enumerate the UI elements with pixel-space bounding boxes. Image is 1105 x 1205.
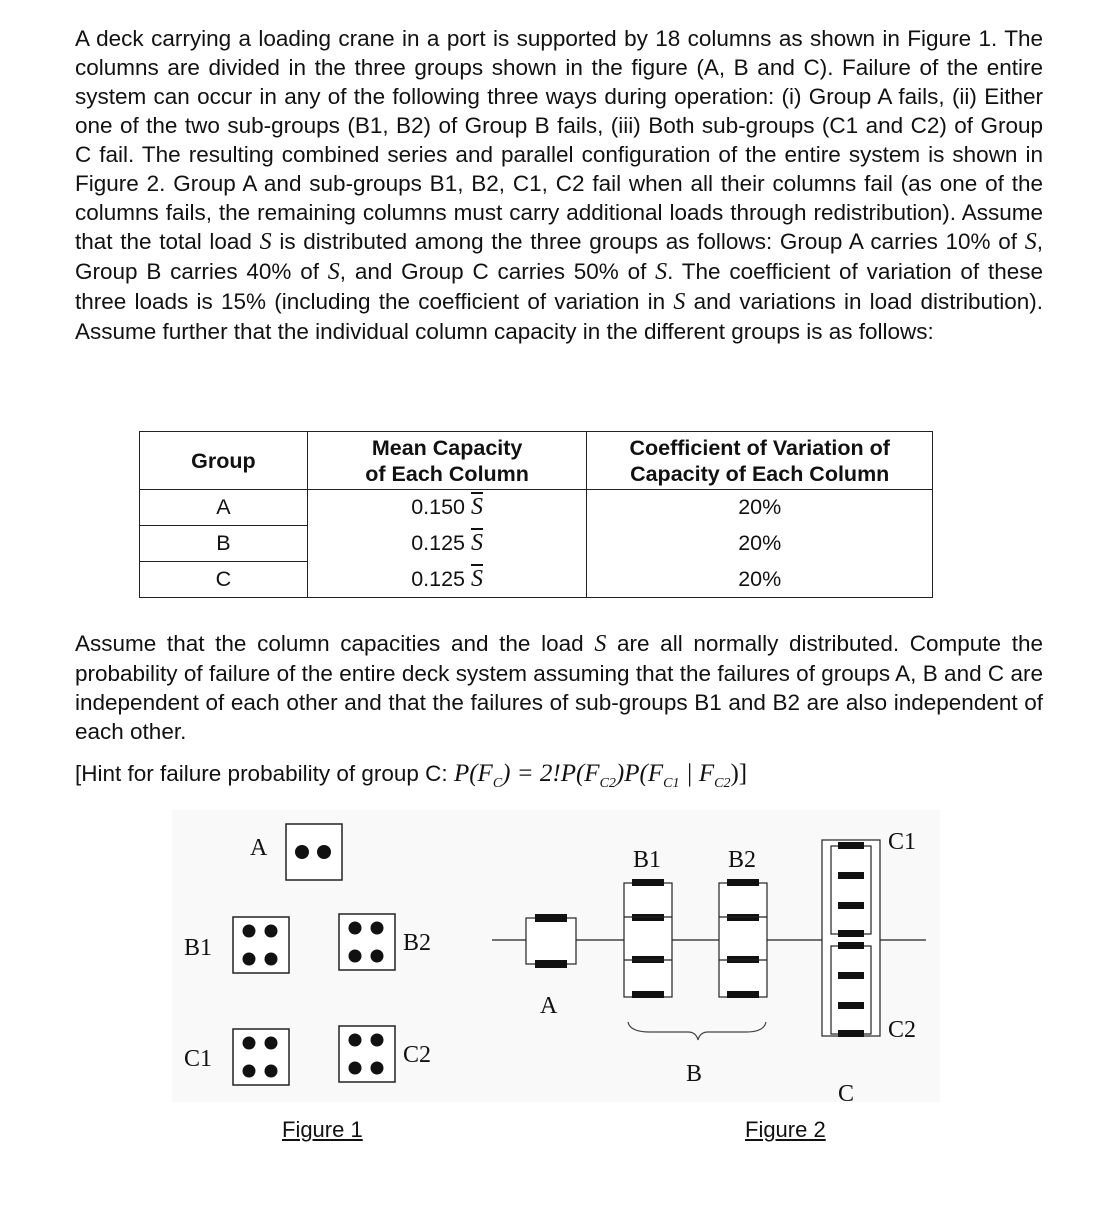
- column-dot: [265, 925, 278, 938]
- column-element: [535, 914, 567, 922]
- group-b1-block: [624, 883, 672, 997]
- p1-text-b: is distributed among the three groups as follows: Group A carries 10% of: [279, 229, 1018, 254]
- column-element: [632, 991, 664, 998]
- column-element: [838, 842, 864, 849]
- fig2-label-b2: B2: [728, 847, 757, 873]
- fig1-label-c1: C1: [184, 1046, 213, 1072]
- column-dot: [349, 922, 362, 935]
- column-element: [838, 872, 864, 879]
- problem-paragraph-1: [75, 24, 1043, 346]
- load-symbol: S: [594, 631, 607, 657]
- table-row: [140, 562, 933, 598]
- cell-group: B: [140, 526, 308, 562]
- column-dot: [243, 953, 256, 966]
- cell-mean: 0.125 $\overline{S}$: [307, 562, 587, 598]
- fig2-label-b1: B1: [633, 847, 662, 873]
- column-dot: [243, 925, 256, 938]
- column-dot: [317, 845, 331, 859]
- column-element: [727, 991, 759, 998]
- column-dot: [371, 950, 384, 963]
- p1-text-a: A deck carrying a loading crane in a port is supported by 18 columns as shown in Figure 1. The columns are divided in the three groups shown in the figure (A, B and C). Failure of the entire system can occur in any of the following three ways during operation: (i) Group A fails, (ii) Either one of the two sub-groups (B1, B2) of Group B fails, (iii) Both sub-groups (C1 and C2) of Group C fail. The resulting combined series and parallel configuration of the entire system is shown in Figure 2. Group A and sub-groups B1, B2, C1, C2 fail when all their columns fail (as one of the columns fails, the remaining columns must carry additional loads through redistribution). Assume that the total load: [75, 26, 1043, 254]
- header-mean-capacity: Mean Capacity of Each Column: [307, 432, 587, 490]
- column-element: [838, 1002, 864, 1009]
- column-dot: [371, 922, 384, 935]
- fig2-label-b: B: [686, 1061, 703, 1087]
- header-coefficient-of-variation: Coefficient of Variation of Capacity of Each Column: [587, 432, 933, 490]
- column-element: [535, 960, 567, 968]
- column-dot: [265, 1037, 278, 1050]
- fig2-label-c: C: [838, 1081, 855, 1107]
- table-row: [140, 490, 933, 526]
- fig2-label-c1: C1: [888, 829, 917, 855]
- column-element: [838, 902, 864, 909]
- table-header-row: [140, 432, 933, 490]
- load-symbol: S: [673, 289, 686, 315]
- cell-mean: 0.125 $\overline{S}$: [307, 526, 587, 562]
- column-element: [838, 972, 864, 979]
- column-dot: [243, 1065, 256, 1078]
- fig1-label-a: A: [250, 835, 268, 861]
- fig2-label-a: A: [540, 993, 558, 1019]
- p1-text-e: . The coefficient of variation of these three loads is 15% (including the coefficient of variation in: [75, 259, 1044, 314]
- cell-group: A: [140, 490, 308, 526]
- column-dot: [265, 953, 278, 966]
- group-c1-block: [831, 846, 871, 934]
- cell-cov: 20%: [587, 526, 933, 562]
- group-b1-box: [233, 917, 289, 973]
- hint-text: [Hint for failure probability of group C:: [75, 761, 448, 786]
- column-element: [632, 879, 664, 886]
- column-element: [838, 1030, 864, 1037]
- figure-2-caption: Figure 2: [745, 1117, 826, 1142]
- p1-text-d: , and Group C carries 50% of: [339, 259, 647, 284]
- cell-cov: 20%: [587, 562, 933, 598]
- group-a-box: [286, 824, 342, 880]
- column-dot: [295, 845, 309, 859]
- column-dot: [349, 950, 362, 963]
- table-row: [140, 526, 933, 562]
- column-dot: [349, 1062, 362, 1075]
- column-dot: [371, 1062, 384, 1075]
- capacity-table: [139, 431, 933, 598]
- p2-text-b: are all normally distributed. Compute the probability of failure of the entire deck system assuming that the failures of groups A, B and C are independent of each other and that the failures of sub-groups B1 and B2 are also independent of each other.: [75, 631, 1043, 744]
- problem-paragraph-2: [75, 629, 1043, 746]
- p1-text-c: , Group B carries 40% of: [75, 229, 1043, 284]
- figure-1-caption: Figure 1: [282, 1117, 363, 1142]
- hint-formula: $P(F_C) = 2!P(F_{C2})P(F_{C1}$ | $F_{C2}$)]: [453, 760, 748, 791]
- header-group: Group: [140, 432, 308, 490]
- cell-group: C: [140, 562, 308, 598]
- group-c2-block: [831, 946, 871, 1034]
- load-symbol: S: [1024, 229, 1037, 255]
- group-b2-box: [339, 914, 395, 970]
- group-c1-box: [233, 1029, 289, 1085]
- load-symbol: S: [327, 259, 340, 285]
- column-dot: [349, 1034, 362, 1047]
- load-symbol: S: [259, 229, 272, 255]
- column-dot: [371, 1034, 384, 1047]
- p2-text-a: Assume that the column capacities and the load: [75, 631, 584, 656]
- p1-text-f: and variations in load distribution). Assume further that the individual column capacity in the different groups is as follows:: [75, 289, 1043, 344]
- column-dot: [243, 1037, 256, 1050]
- column-element: [838, 942, 864, 949]
- column-element: [838, 930, 864, 937]
- fig1-label-b2: B2: [403, 930, 432, 956]
- group-a-block: [526, 918, 576, 964]
- fig1-label-b1: B1: [184, 935, 213, 961]
- column-dot: [265, 1065, 278, 1078]
- group-b2-block: [719, 883, 767, 997]
- group-c2-box: [339, 1026, 395, 1082]
- fig2-label-c2: C2: [888, 1017, 917, 1043]
- hint-line: [75, 760, 747, 792]
- cell-cov: 20%: [587, 490, 933, 526]
- fig1-label-c2: C2: [403, 1042, 432, 1068]
- figures-area: [0, 810, 1105, 1170]
- column-element: [727, 879, 759, 886]
- load-symbol: S: [655, 259, 668, 285]
- cell-mean: 0.150 $\overline{S}$: [307, 490, 587, 526]
